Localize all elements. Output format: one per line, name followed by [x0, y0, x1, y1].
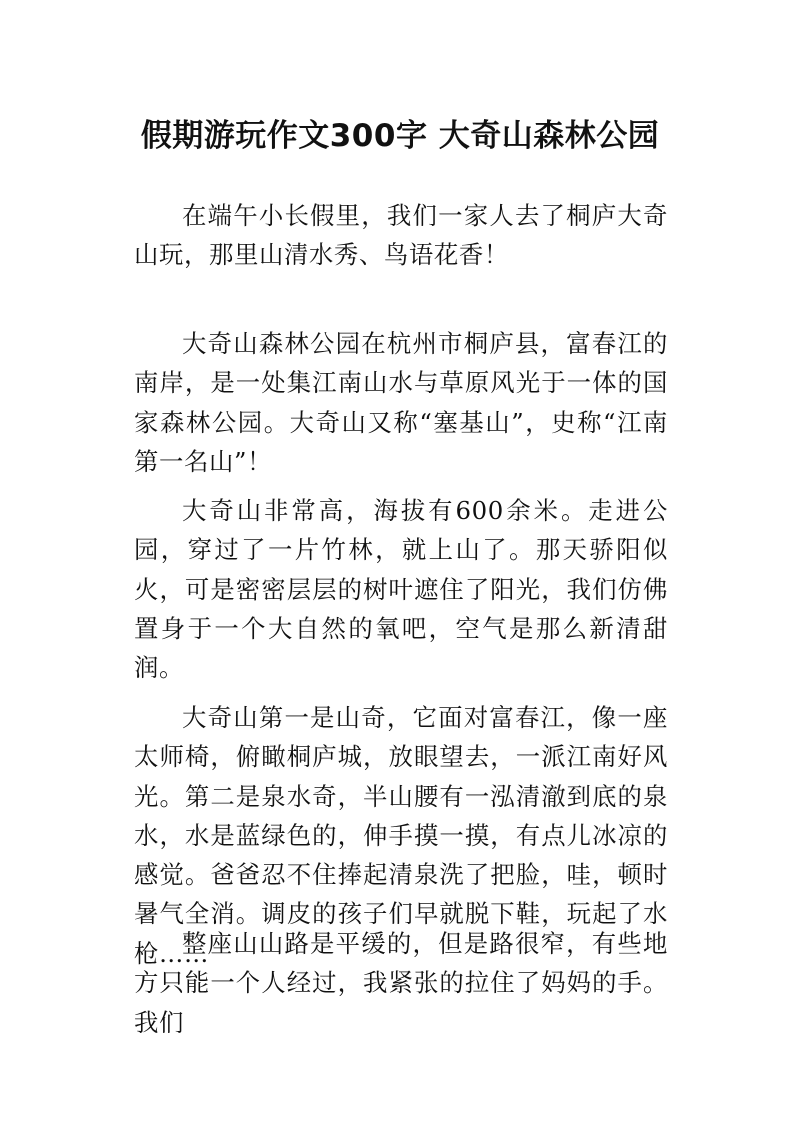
paragraph-3: 大奇山非常高，海拔有600余米。走进公园，穿过了一片竹林，就上山了。那天骄阳似火，可是密密层层的树叶遮住了阳光，我们仿佛置身于一个大自然的氧吧，空气是那么新清甜润。 — [134, 496, 668, 683]
document-title: 假期游玩作文300字 大奇山森林公园 — [140, 117, 660, 154]
paragraph-1: 在端午小长假里，我们一家人去了桐庐大奇山玩，那里山清水秀、鸟语花香！ — [134, 201, 668, 270]
paragraph-5: 整座山山路是平缓的，但是路很窄，有些地方只能一个人经过，我紧张的拉住了妈妈的手。我们 — [134, 929, 668, 1037]
paragraph-4: 大奇山第一是山奇，它面对富春江，像一座太师椅，俯瞰桐庐城，放眼望去，一派江南好风光。第二是泉水奇，半山腰有一泓清澈到底的泉水，水是蓝绿色的，伸手摸一摸，有点儿冰凉的感觉。爸爸忍不住捧起清泉洗了把脸，哇，顿时暑气全消。调皮的孩子们早就脱下鞋，玩起了水枪…… — [134, 703, 668, 968]
paragraph-2: 大奇山森林公园在杭州市桐庐县，富春江的南岸，是一处集江南山水与草原风光于一体的国家森林公园。大奇山又称“塞基山”，史称“江南第一名山”！ — [134, 329, 668, 476]
